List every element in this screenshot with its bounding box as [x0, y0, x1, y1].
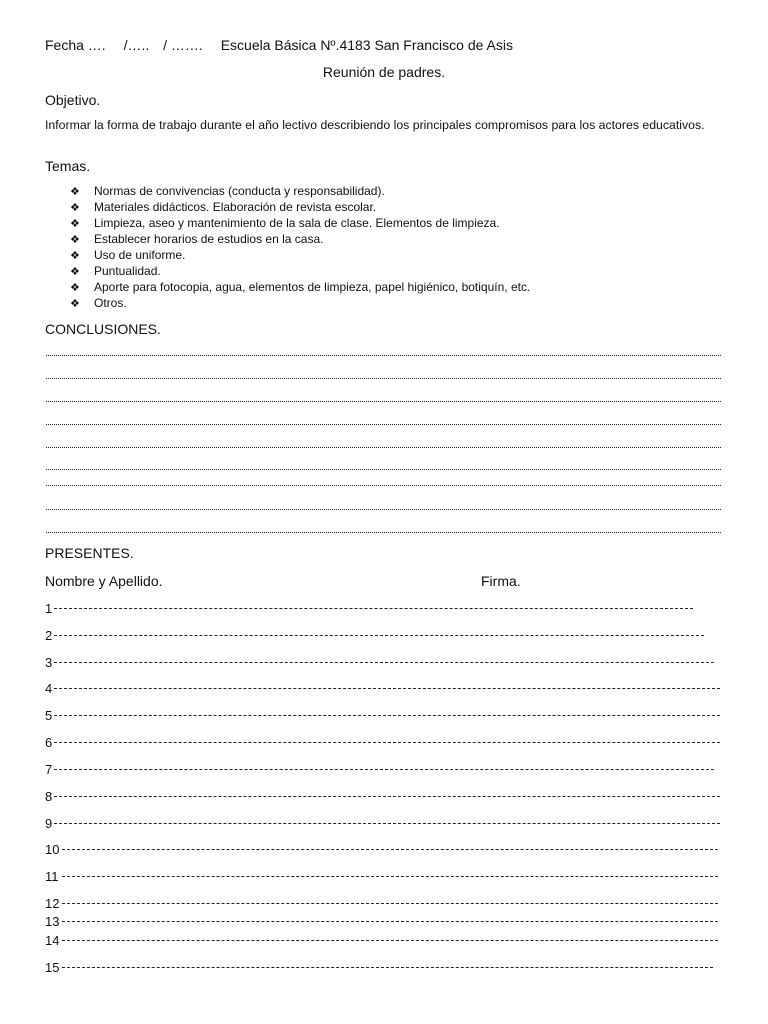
list-item [70, 199, 530, 215]
conclusion-line [46, 469, 721, 470]
attendance-row [45, 933, 718, 949]
list-item [70, 279, 530, 295]
attendance-row [45, 708, 720, 724]
topics-heading: Temas. [45, 158, 91, 174]
topic-text: Normas de convivencias (conducta y responsabilidad). [94, 184, 385, 198]
signature-line [54, 796, 720, 797]
signature-line [54, 715, 720, 716]
list-item [70, 183, 530, 199]
row-number: 13 [45, 914, 60, 929]
signature-line [54, 823, 720, 824]
signature-line [62, 876, 718, 877]
row-number: 7 [45, 762, 53, 777]
row-number: 12 [45, 896, 60, 911]
list-item [70, 247, 530, 263]
row-number: 4 [45, 681, 53, 696]
conclusion-line [46, 447, 721, 448]
topic-text: Otros. [94, 296, 127, 310]
diamond-bullet-icon: ❖ [70, 202, 80, 214]
row-number: 9 [45, 816, 53, 831]
diamond-bullet-icon: ❖ [70, 282, 80, 294]
attendance-row [45, 735, 720, 751]
attendance-heading: PRESENTES. [45, 545, 134, 561]
signature-line [62, 903, 718, 904]
objective-text: Informar la forma de trabajo durante el año lectivo describiendo los principales compromisos para los actores educativos. [45, 118, 705, 132]
topic-text: Puntualidad. [94, 264, 161, 278]
conclusion-line [46, 485, 721, 486]
topics-list [70, 183, 530, 311]
signature-line [62, 921, 718, 922]
row-number: 14 [45, 933, 60, 948]
topic-text: Uso de uniforme. [94, 248, 186, 262]
attendance-row [45, 896, 718, 912]
row-number: 8 [45, 789, 53, 804]
diamond-bullet-icon: ❖ [70, 250, 80, 262]
conclusion-line [46, 401, 721, 402]
date-year-blank: / ……. [163, 37, 203, 53]
signature-line [54, 635, 704, 636]
attendance-row [45, 869, 718, 885]
topic-text: Establecer horarios de estudios en la casa. [94, 232, 324, 246]
header-line [45, 37, 513, 53]
signature-line [62, 849, 718, 850]
document-title: Reunión de padres. [322, 64, 446, 80]
topic-text: Materiales didácticos. Elaboración de revista escolar. [94, 200, 377, 214]
row-number: 6 [45, 735, 53, 750]
conclusion-line [46, 378, 721, 379]
topic-text: Limpieza, aseo y mantenimiento de la sala de clase. Elementos de limpieza. [94, 216, 500, 230]
signature-line [54, 742, 720, 743]
objective-heading: Objetivo. [45, 92, 101, 108]
list-item [70, 263, 530, 279]
date-month-blank: /….. [123, 37, 150, 53]
name-column-header: Nombre y Apellido. [45, 573, 163, 589]
row-number: 15 [45, 960, 60, 975]
signature-column-header: Firma. [481, 573, 521, 589]
signature-line [54, 608, 693, 609]
attendance-row [45, 842, 718, 858]
topic-text: Aporte para fotocopia, agua, elementos de limpieza, papel higiénico, botiquín, etc. [94, 280, 531, 294]
list-item [70, 231, 530, 247]
signature-line [54, 688, 720, 689]
diamond-bullet-icon: ❖ [70, 298, 80, 310]
list-item [70, 295, 530, 311]
attendance-row [45, 816, 720, 832]
date-label: Fecha …. [45, 37, 106, 53]
conclusion-line [46, 355, 721, 356]
diamond-bullet-icon: ❖ [70, 186, 80, 198]
diamond-bullet-icon: ❖ [70, 218, 80, 230]
conclusions-heading: CONCLUSIONES. [45, 321, 161, 337]
row-number: 11 [45, 869, 59, 884]
diamond-bullet-icon: ❖ [70, 234, 80, 246]
attendance-row [45, 914, 718, 930]
row-number: 3 [45, 655, 53, 670]
row-number: 5 [45, 708, 53, 723]
signature-line [62, 940, 718, 941]
diamond-bullet-icon: ❖ [70, 266, 80, 278]
list-item [70, 215, 530, 231]
attendance-row [45, 789, 720, 805]
school-name: Escuela Básica Nº.4183 San Francisco de Asis [220, 37, 513, 53]
attendance-row [45, 681, 720, 697]
attendance-row [45, 762, 714, 778]
conclusion-line [46, 424, 721, 425]
row-number: 10 [45, 842, 60, 857]
signature-line [62, 967, 713, 968]
signature-line [54, 769, 714, 770]
attendance-row [45, 960, 713, 976]
conclusion-line [46, 509, 721, 510]
attendance-row [45, 655, 714, 671]
attendance-row [45, 628, 704, 644]
conclusion-line [46, 532, 721, 533]
signature-line [54, 662, 714, 663]
row-number: 2 [45, 628, 53, 643]
attendance-row [45, 601, 693, 617]
row-number: 1 [45, 601, 53, 616]
